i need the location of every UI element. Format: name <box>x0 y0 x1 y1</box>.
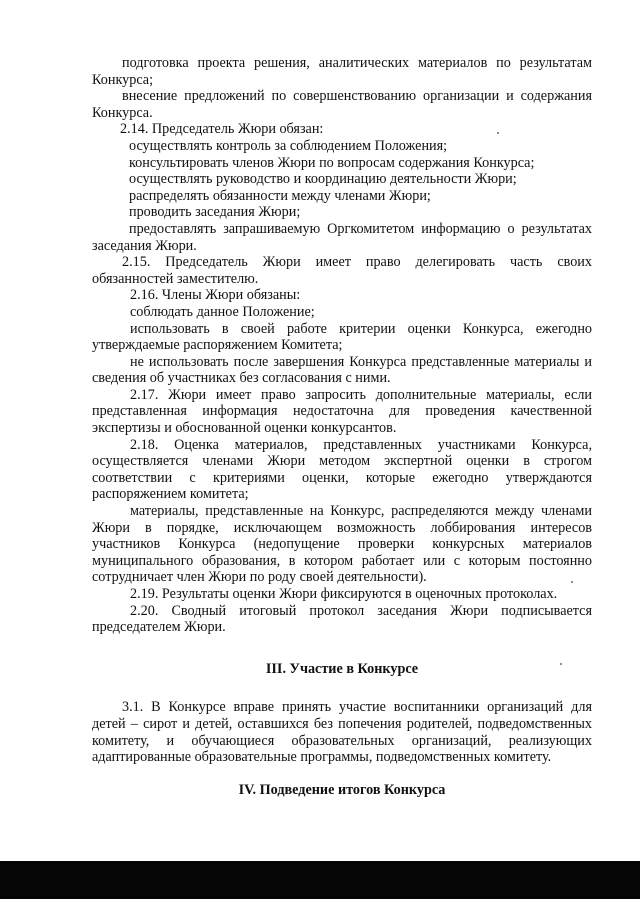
paragraph: предоставлять запрашиваемую Оргкомитетом информацию о результатах заседания Жюри. <box>92 220 592 254</box>
scan-bottom-edge <box>0 861 640 899</box>
paragraph: 2.16. Члены Жюри обязаны: <box>130 287 301 304</box>
paragraph: 2.15. Председатель Жюри имеет право делегировать часть своих обязанностей заместителю. <box>92 254 592 287</box>
scan-speck <box>560 663 562 665</box>
paragraph: 2.18. Оценка материалов, представленных участниками Конкурса, осуществляется членами Жюри методом экспертной оценки в строгом соответствии с критериями оценки, которые ежегодно утверждаются распоряжением комитета; <box>92 436 592 503</box>
paragraph: консультировать членов Жюри по вопросам содержания Конкурса; <box>129 154 535 171</box>
paragraph: подготовка проекта решения, аналитических материалов по результатам Конкурса; <box>92 55 592 88</box>
section-heading: III. Участие в Конкурсе <box>265 660 419 677</box>
paragraph: распределять обязанности между членами Жюри; <box>129 187 431 204</box>
paragraph: 2.14. Председатель Жюри обязан: <box>120 121 324 138</box>
paragraph: не использовать после завершения Конкурса представленные материалы и сведения об участниках без согласования с ними. <box>92 353 592 387</box>
paragraph: 2.17. Жюри имеет право запросить дополнительные материалы, если представленная информация недостаточна для проведения качественной экспертизы и обоснованной оценки конкурсантов. <box>92 386 592 437</box>
paragraph: 3.1. В Конкурсе вправе принять участие воспитанники организаций для детей – сирот и детей, оставшихся без попечения родителей, подведомственных комитету, и обучающиеся образовательных организаций, реализующих адаптированные образовательные программы, подведомственных комитету. <box>92 699 592 766</box>
section-heading: IV. Подведение итогов Конкурса <box>238 781 446 798</box>
scan-speck <box>497 132 499 134</box>
paragraph: 2.19. Результаты оценки Жюри фиксируются в оценочных протоколах. <box>130 586 558 602</box>
paragraph: внесение предложений по совершенствованию организации и содержания Конкурса. <box>92 88 592 121</box>
paragraph: осуществлять контроль за соблюдением Положения; <box>129 137 448 154</box>
paragraph: 2.20. Сводный итоговый протокол заседания Жюри подписывается председателем Жюри. <box>92 602 592 636</box>
page-content <box>92 55 592 798</box>
paragraph: использовать в своей работе критерии оценки Конкурса, ежегодно утверждаемые распоряжением Комитета; <box>92 320 592 354</box>
paragraph: соблюдать данное Положение; <box>130 303 315 320</box>
scan-speck <box>571 581 573 583</box>
paragraph: материалы, представленные на Конкурс, распределяются между членами Жюри в порядке, исключающем возможность лоббирования интересов участников Конкурса (недопущение проверки конкурсных материалов муниципального образования, в котором работает или с которым постоянно сотрудничает член Жюри по роду своей деятельности). <box>92 503 592 586</box>
paragraph: проводить заседания Жюри; <box>129 204 301 221</box>
paragraph: осуществлять руководство и координацию деятельности Жюри; <box>129 171 517 188</box>
